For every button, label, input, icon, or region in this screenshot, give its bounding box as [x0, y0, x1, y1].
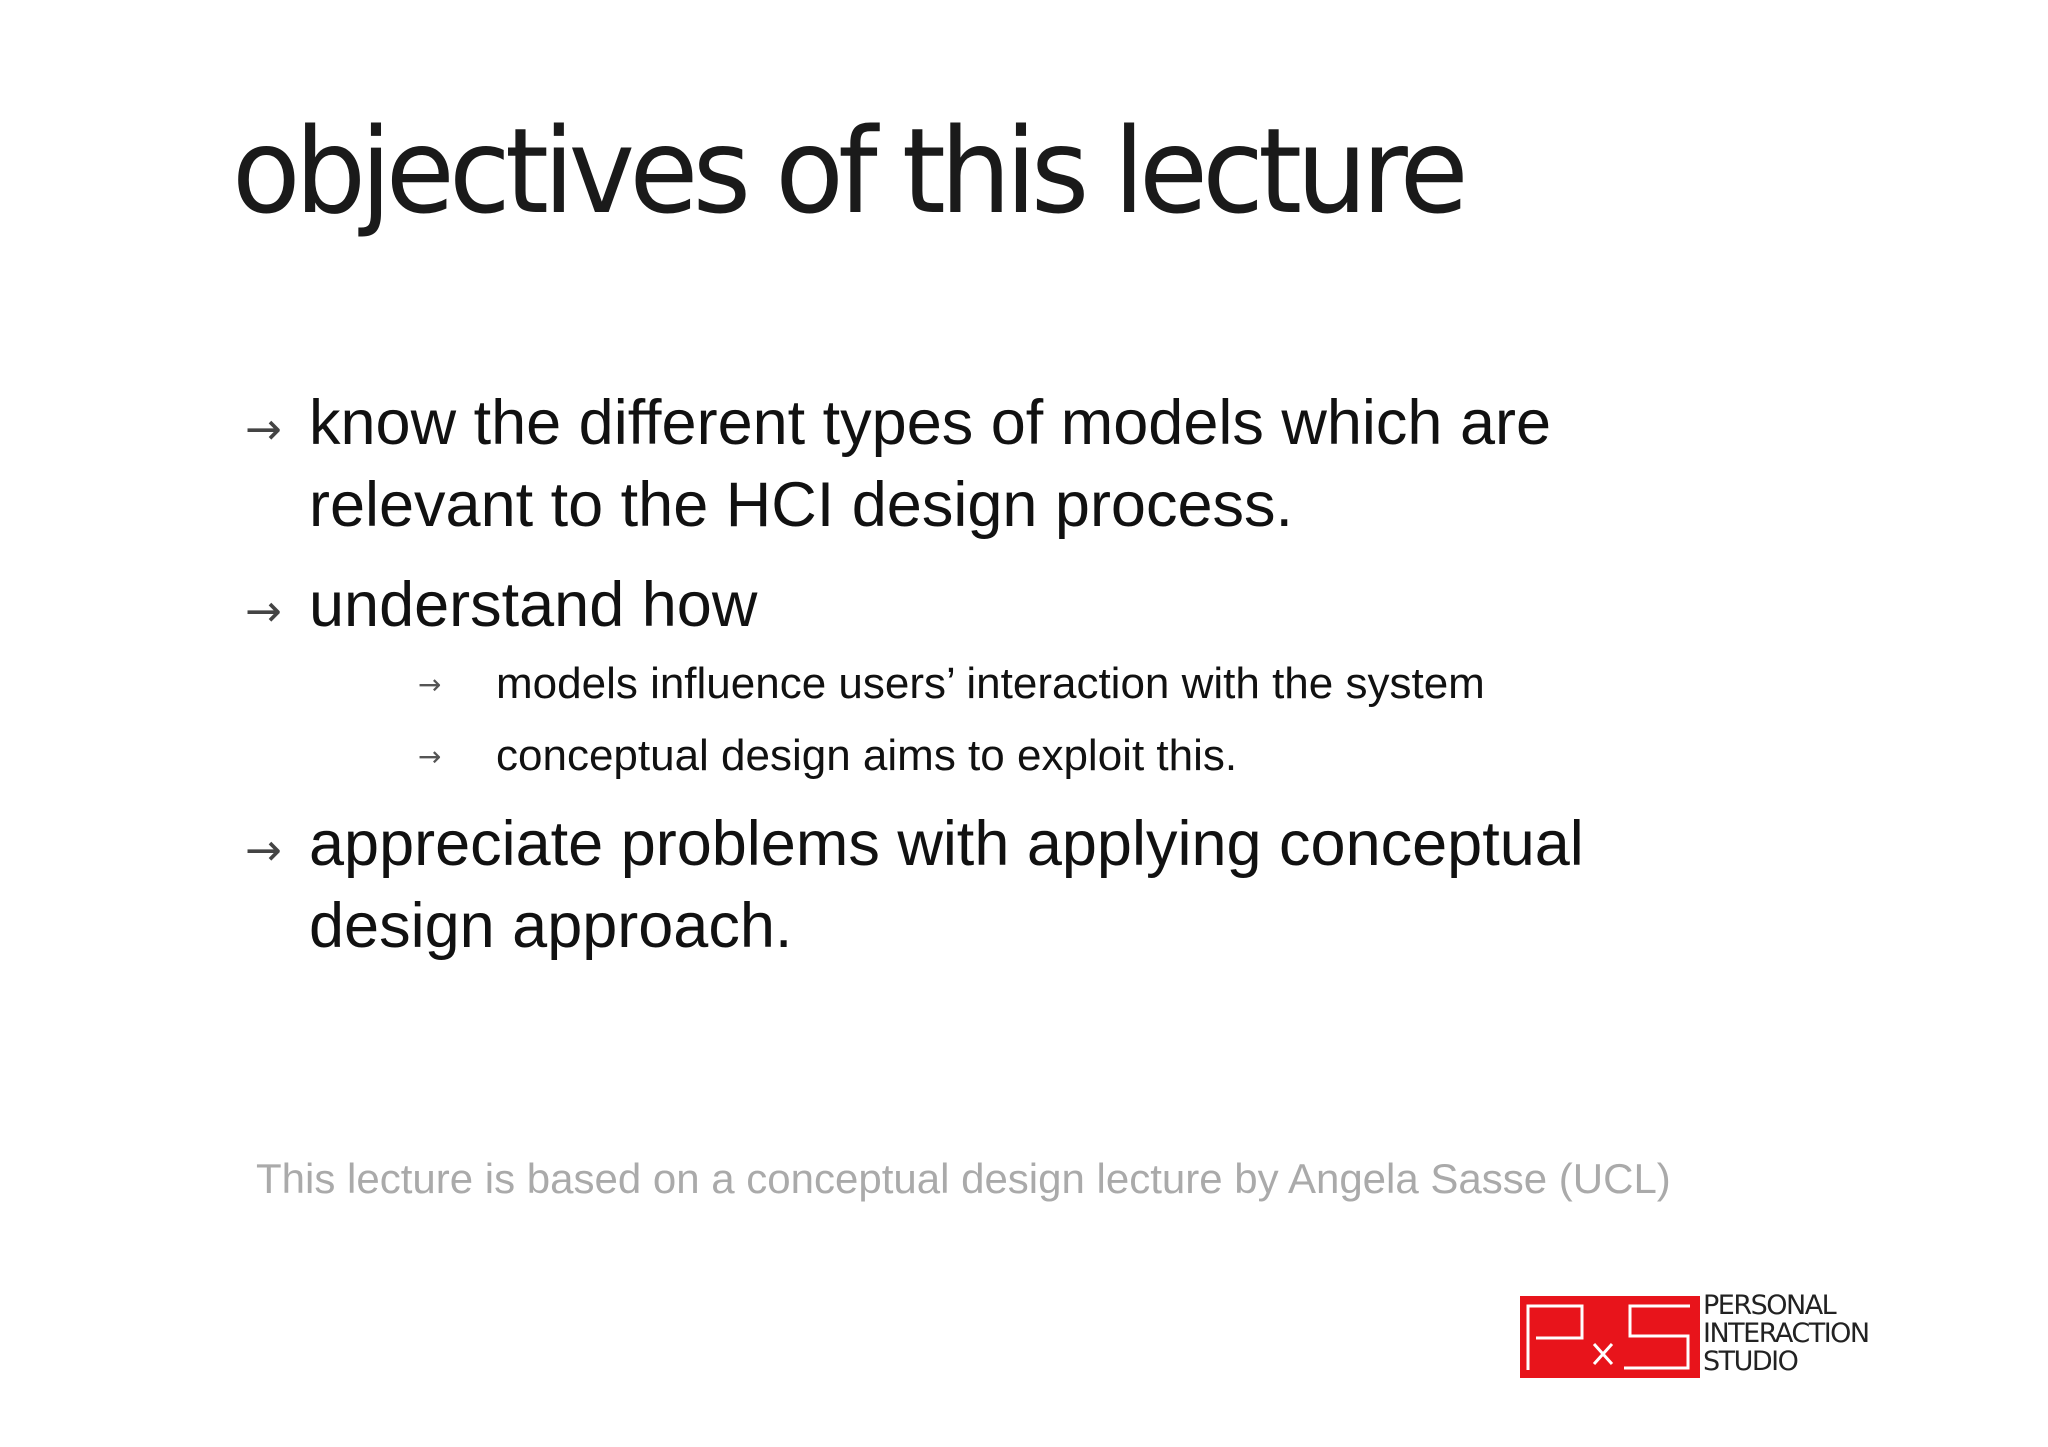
logo-wordmark	[1703, 1292, 1869, 1376]
bullet-item	[245, 382, 1745, 546]
bullet-line: know the different types of models which are	[309, 388, 1552, 458]
sub-bullet-text: models influence users’ interaction with the system	[496, 659, 1485, 708]
arrow-icon: →	[245, 825, 282, 876]
sub-bullet-text: conceptual design aims to exploit this.	[496, 731, 1238, 780]
sub-bullet-item	[418, 654, 1718, 714]
bullet-line: understand how	[309, 570, 758, 640]
pxs-mark-graphic	[1520, 1296, 1700, 1378]
arrow-icon: →	[245, 404, 282, 455]
logo-line: INTERACTION	[1703, 1318, 1869, 1349]
bullet-line: design approach.	[309, 891, 793, 961]
footnote: This lecture is based on a conceptual design lecture by Angela Sasse (UCL)	[256, 1155, 1671, 1202]
slide-title: objectives of this lecture	[232, 102, 1463, 240]
arrow-icon: →	[245, 586, 282, 637]
logo-line: STUDIO	[1703, 1346, 1798, 1377]
bullet-line: relevant to the HCI design process.	[309, 470, 1294, 540]
logo-mark	[1520, 1296, 1700, 1378]
bullet-line: appreciate problems with applying conceptual	[309, 809, 1584, 879]
sub-bullet-item	[418, 726, 1718, 786]
pxs-logo	[1520, 1290, 1900, 1380]
bullet-item	[245, 564, 1745, 646]
logo-line: PERSONAL	[1703, 1290, 1836, 1321]
bullet-item	[245, 803, 1745, 967]
arrow-icon: →	[418, 740, 442, 773]
arrow-icon: →	[418, 668, 442, 701]
